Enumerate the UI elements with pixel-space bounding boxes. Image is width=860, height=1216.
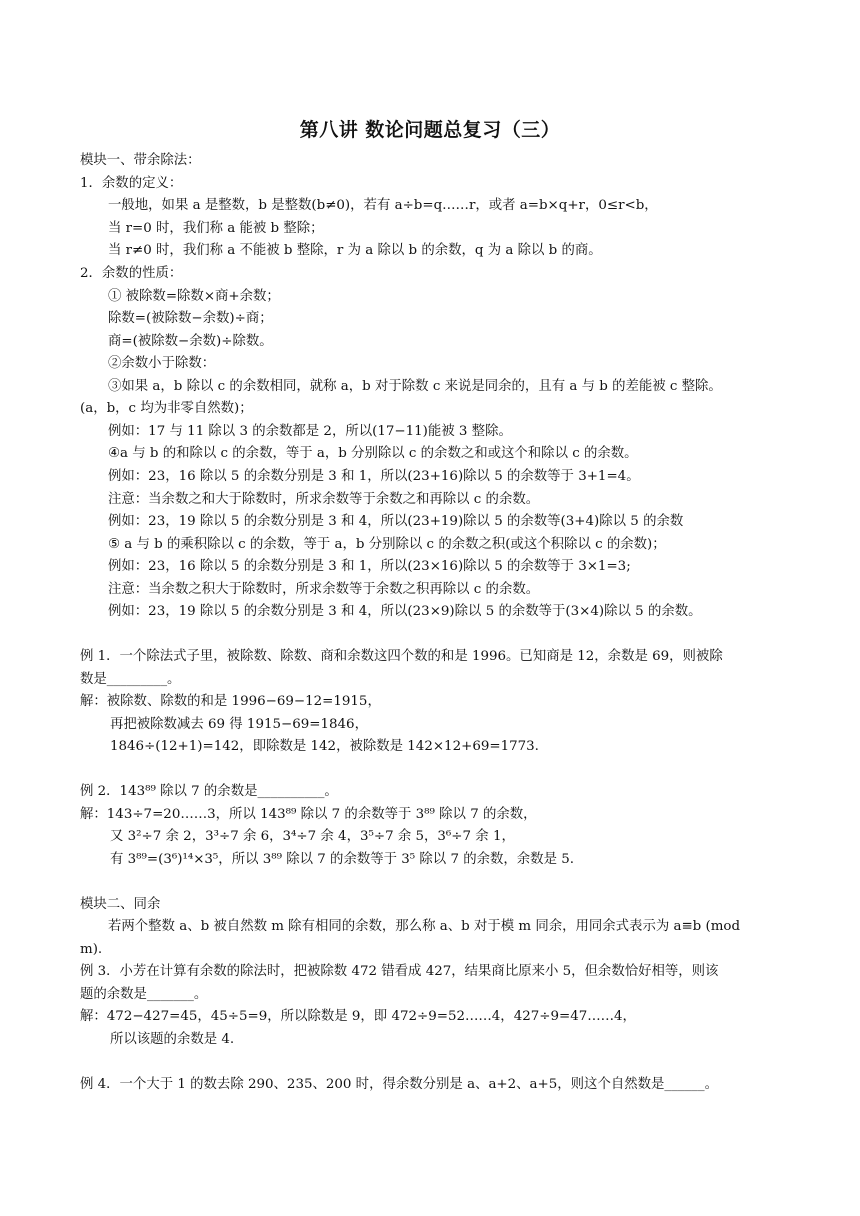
text-line: 数是_________。 [80, 672, 181, 687]
text-line: ④a 与 b 的和除以 c 的余数，等于 a，b 分别除以 c 的余数之和或这个和除以 c 的余数。 [108, 446, 638, 461]
text-line: 例如：23，16 除以 5 的余数分别是 3 和 1，所以(23+16)除以 5 的余数等于 3+1=4。 [108, 469, 640, 484]
text-line: m). [80, 942, 103, 957]
section-heading: 模块二、同余 [80, 897, 161, 912]
text-line: 例如：23，19 除以 5 的余数分别是 3 和 4，所以(23×9)除以 5 的余数等于(3×4)除以 5 的余数。 [108, 604, 702, 619]
text-line: 一般地，如果 a 是整数，b 是整数(b≠0)，若有 a÷b=q……r，或者 a=b×q+r，0≤r<b， [108, 198, 658, 213]
section-heading: 模块一、带余除法： [80, 153, 201, 168]
example-4: 例 4．一个大于 1 的数去除 290、235、200 时，得余数分别是 a、a+2、a+5，则这个自然数是______。 [80, 1077, 718, 1092]
text-line: ②余数小于除数： [108, 356, 216, 371]
text-line: 商=(被除数−余数)÷除数。 [108, 334, 273, 349]
text-line: ③如果 a，b 除以 c 的余数相同，就称 a，b 对于除数 c 来说是同余的，且有 a 与 b 的差能被 c 整除。 [108, 379, 722, 394]
numbered-heading: 1．余数的定义： [80, 176, 183, 191]
solution-line: 解：被除数、除数的和是 1996−69−12=1915， [80, 694, 381, 709]
solution-line: 又 3²÷7 余 2，3³÷7 余 6，3⁴÷7 余 4，3⁵÷7 余 5，3⁶÷7 余 1， [110, 829, 515, 844]
solution-line: 有 3⁸⁹=(3⁶)¹⁴×3⁵，所以 3⁸⁹ 除以 7 的余数等于 3⁵ 除以 7 的余数，余数是 5. [110, 852, 574, 867]
numbered-heading: 2．余数的性质： [80, 266, 183, 281]
text-line: 若两个整数 a、b 被自然数 m 除有相同的余数，那么称 a、b 对于模 m 同余，用同余式表示为 a≡b (mod [108, 919, 741, 934]
text-line: ① 被除数=除数×商+余数； [108, 289, 280, 304]
text-line: 注意：当余数之和大于除数时，所求余数等于余数之和再除以 c 的余数。 [108, 492, 540, 507]
solution-line: 再把被除数减去 69 得 1915−69=1846， [110, 717, 368, 732]
text-line: 除数=(被除数−余数)÷商； [108, 311, 273, 326]
solution-line: 1846÷(12+1)=142，即除数是 142，被除数是 142×12+69=1773. [110, 739, 539, 754]
text-line: 当 r=0 时，我们称 a 能被 b 整除； [108, 221, 324, 236]
solution-line: 解：143÷7=20……3，所以 143⁸⁹ 除以 7 的余数等于 3⁸⁹ 除以 7 的余数， [80, 807, 537, 822]
text-line: 当 r≠0 时，我们称 a 不能被 b 整除，r 为 a 除以 b 的余数，q 为 a 除以 b 的商。 [108, 243, 602, 258]
text-line: ⑤ a 与 b 的乘积除以 c 的余数，等于 a，b 分别除以 c 的余数之积(或这个积除以 c 的余数)； [108, 537, 666, 552]
example-2: 例 2．143⁸⁹ 除以 7 的余数是__________。 [80, 784, 338, 799]
text-line: 题的余数是_______。 [80, 987, 208, 1002]
text-line: 注意：当余数之积大于除数时，所求余数等于余数之积再除以 c 的余数。 [108, 582, 540, 597]
solution-line: 所以该题的余数是 4. [110, 1032, 235, 1047]
page-title: 第八讲 数论问题总复习（三） [299, 119, 561, 141]
solution-line: 解：472−427=45，45÷5=9，所以除数是 9，即 472÷9=52……4，427÷9=47……4， [80, 1009, 636, 1024]
example-1: 例 1．一个除法式子里，被除数、除数、商和余数这四个数的和是 1996。已知商是 12，余数是 69，则被除 [80, 649, 723, 664]
text-line: 例如：17 与 11 除以 3 的余数都是 2，所以(17−11)能被 3 整除。 [108, 424, 512, 439]
text-line: (a，b，c 均为非零自然数)； [80, 401, 253, 416]
text-line: 例如：23，16 除以 5 的余数分别是 3 和 1，所以(23×16)除以 5 的余数等于 3×1=3; [108, 559, 631, 574]
example-3: 例 3．小芳在计算有余数的除法时，把被除数 472 错看成 427，结果商比原来小 5，但余数恰好相等，则该 [80, 964, 719, 979]
text-line: 例如：23，19 除以 5 的余数分别是 3 和 4，所以(23+19)除以 5 的余数等(3+4)除以 5 的余数 [108, 514, 684, 529]
